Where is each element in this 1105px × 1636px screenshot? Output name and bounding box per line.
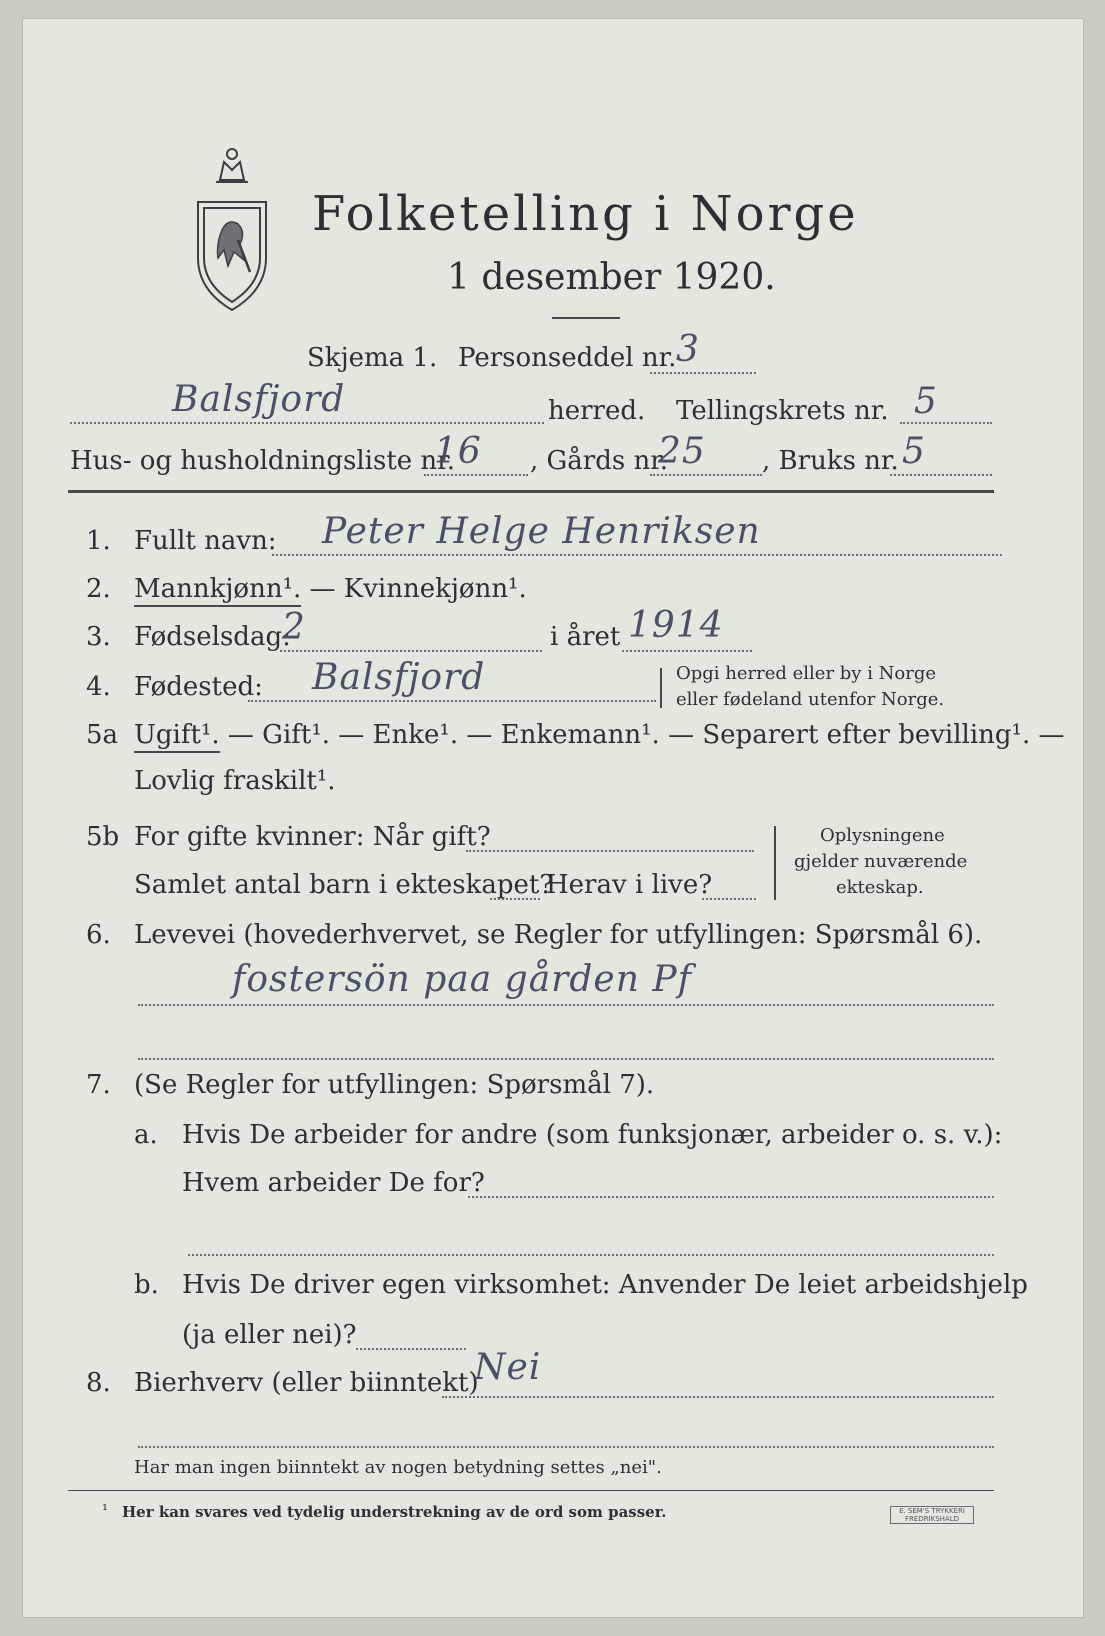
- header-separator: [68, 490, 994, 493]
- biinntekt-note: Har man ingen biinntekt av nogen betydning settes „nei".: [134, 1457, 662, 1478]
- side-income-field[interactable]: [442, 1396, 994, 1398]
- q4-note-line2: eller fødeland utenfor Norge.: [676, 689, 945, 710]
- schema-label: Skjema 1.: [307, 343, 438, 373]
- q5b-note-line2: gjelder nuværende: [794, 851, 968, 872]
- q6-label: Levevei (hovederhvervet, se Regler for utfyllingen: Spørsmål 6).: [134, 920, 983, 950]
- q5b-note-line3: ekteskap.: [836, 877, 924, 898]
- marital-other-options[interactable]: — Gift¹. — Enke¹. — Enkemann¹. — Separert efter bevilling¹. —: [219, 720, 1065, 750]
- q7b-letter: b.: [134, 1270, 159, 1300]
- footnote-text: Her kan svares ved tydelig understrekning av de ord som passer.: [122, 1503, 667, 1521]
- q1-number: 1.: [86, 526, 111, 556]
- occupation-field-line2[interactable]: [138, 1058, 994, 1060]
- male-option[interactable]: Mannkjønn¹.: [134, 574, 301, 607]
- herred-label: herred.: [548, 396, 646, 426]
- husliste-label: Hus- og husholdningsliste nr.: [70, 446, 456, 476]
- q4-brace: [660, 668, 662, 708]
- q3-number: 3.: [86, 622, 111, 652]
- printer-stamp: E. SEM'S TRYKKERI FREDRIKSHALD: [890, 1506, 974, 1524]
- employer-field[interactable]: [468, 1196, 994, 1198]
- lovlig-fraskilt-option[interactable]: Lovlig fraskilt¹.: [134, 766, 336, 796]
- birth-day-value: 2: [282, 607, 306, 648]
- children-count-field[interactable]: [490, 898, 540, 900]
- husliste-value: 16: [434, 431, 482, 472]
- q5b-alive-label: Herav i live?: [546, 870, 713, 900]
- q8-number: 8.: [86, 1368, 111, 1398]
- gards-value: 25: [658, 431, 706, 472]
- tellingskrets-field[interactable]: [900, 422, 992, 424]
- herred-field[interactable]: [70, 422, 544, 424]
- full-name-field[interactable]: [272, 554, 1002, 556]
- q5b-children-label: Samlet antal barn i ekteskapet?: [134, 870, 554, 900]
- gards-label: , Gårds nr.: [530, 446, 669, 476]
- q7a-label: Hvis De arbeider for andre (som funksjonær, arbeider o. s. v.):: [182, 1120, 1003, 1150]
- hired-help-field[interactable]: [356, 1348, 466, 1350]
- q3-label: Fødselsdag:: [134, 622, 291, 652]
- children-alive-field[interactable]: [702, 898, 756, 900]
- bruks-field[interactable]: [890, 474, 992, 476]
- q7-number: 7.: [86, 1070, 111, 1100]
- female-option[interactable]: Kvinnekjønn¹.: [343, 574, 527, 604]
- sex-separator: —: [301, 574, 344, 604]
- q7-label: (Se Regler for utfyllingen: Spørsmål 7).: [134, 1070, 655, 1100]
- footnote-separator: [68, 1490, 994, 1491]
- occupation-field[interactable]: [138, 1004, 994, 1006]
- q2-number: 2.: [86, 574, 111, 604]
- q4-number: 4.: [86, 672, 111, 702]
- q7a-employer-label: Hvem arbeider De for?: [182, 1168, 485, 1198]
- bruks-label: , Bruks nr.: [762, 446, 899, 476]
- birthplace-field[interactable]: [248, 700, 656, 702]
- personseddel-field[interactable]: [650, 372, 756, 374]
- full-name-value: Peter Helge Henriksen: [322, 511, 761, 552]
- q5a-number: 5a: [86, 720, 119, 750]
- occupation-value: fostersön paa gården Pf: [232, 959, 692, 1000]
- q5b-married-label: For gifte kvinner: Når gift?: [134, 822, 491, 852]
- q7b-yesno-label: (ja eller nei)?: [182, 1320, 357, 1350]
- personseddel-label: Personseddel nr.: [458, 343, 677, 373]
- side-income-value: Nei: [474, 1347, 542, 1388]
- employer-field-line2[interactable]: [188, 1254, 994, 1256]
- married-date-field[interactable]: [466, 850, 754, 852]
- form-title: Folketelling i Norge: [312, 186, 859, 242]
- herred-value: Balsfjord: [172, 379, 346, 420]
- q1-label: Fullt navn:: [134, 526, 277, 556]
- bruks-value: 5: [902, 431, 926, 472]
- gards-field[interactable]: [650, 474, 762, 476]
- q7a-letter: a.: [134, 1120, 158, 1150]
- q5b-brace: [774, 826, 776, 900]
- side-income-field-line2[interactable]: [138, 1446, 994, 1448]
- footnote-mark: ¹: [102, 1501, 109, 1519]
- year-label: i året: [550, 622, 621, 652]
- husliste-field[interactable]: [424, 474, 528, 476]
- norwegian-coat-of-arms-icon: [190, 140, 274, 316]
- q4-label: Fødested:: [134, 672, 263, 702]
- tellingskrets-value: 5: [914, 381, 938, 422]
- q4-note-line1: Opgi herred eller by i Norge: [676, 663, 937, 684]
- q7b-label: Hvis De driver egen virksomhet: Anvender De leiet arbeidshjelp: [182, 1270, 1028, 1300]
- q6-number: 6.: [86, 920, 111, 950]
- q8-label: Bierhverv (eller biinntekt): [134, 1368, 479, 1398]
- census-date: 1 desember 1920.: [447, 257, 776, 298]
- ugift-option[interactable]: Ugift¹.: [134, 720, 220, 753]
- q5b-note-line1: Oplysningene: [820, 825, 945, 846]
- tellingskrets-label: Tellingskrets nr.: [676, 396, 889, 426]
- birth-year-value: 1914: [628, 605, 724, 646]
- sex-options: [134, 574, 527, 604]
- marital-options: [134, 720, 1065, 750]
- birthplace-value: Balsfjord: [312, 657, 486, 698]
- birth-day-field[interactable]: [280, 650, 542, 652]
- personseddel-value: 3: [676, 329, 700, 370]
- title-divider: [552, 317, 620, 319]
- census-form-page: [22, 18, 1084, 1618]
- birth-year-field[interactable]: [622, 650, 752, 652]
- q5b-number: 5b: [86, 822, 120, 852]
